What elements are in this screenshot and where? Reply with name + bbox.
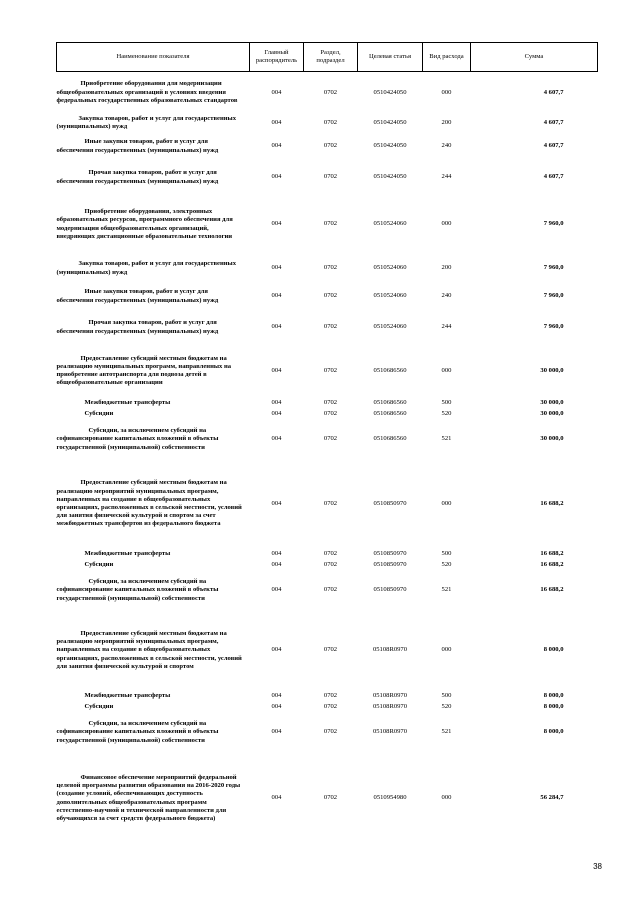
row-amount: 30 000,0 xyxy=(540,398,564,406)
row-target-item: 0510850970 xyxy=(373,499,407,507)
table-row xyxy=(57,420,598,460)
table-row xyxy=(57,713,598,753)
row-name: Предоставление субсидий местным бюджетам на реализацию муниципальных программ, направленных на приобретение автотранспорта для подвоза детей в общеобразовательные организации xyxy=(56,354,232,387)
row-amount: 7 960,0 xyxy=(543,220,564,228)
row-amount: 56 284,7 xyxy=(540,794,564,802)
row-name: Предоставление субсидий местным бюджетам на реализацию мероприятий муниципальных программ, направленных на создание в общеобразовательных организациях, расположенных в сельской местности, условий для занятия физической культурой и спортом xyxy=(56,629,242,670)
row-amount: 16 688,2 xyxy=(540,549,564,557)
row-target-item: 05108R0970 xyxy=(372,702,408,710)
row-section: 0702 xyxy=(323,560,338,568)
table-row xyxy=(57,311,598,345)
header-section: Раздел, подраздел xyxy=(304,43,358,72)
table-row xyxy=(57,161,598,195)
row-expense-type: 000 xyxy=(441,499,452,507)
row-name: Субсидии xyxy=(84,409,114,417)
row-name: Предоставление субсидий местным бюджетам на реализацию мероприятий муниципальных программ, направленных на создание в общеобразовательных организациях, расположенных в сельской местности, условий для занятия физической культурой и спортом за счет межбюджетных трансфертов из федерального бюджета xyxy=(56,479,242,528)
row-section: 0702 xyxy=(323,220,338,228)
row-section: 0702 xyxy=(323,435,338,443)
row-expense-type: 520 xyxy=(441,409,452,417)
row-section: 0702 xyxy=(323,409,338,417)
table-row xyxy=(57,195,598,255)
row-name: Закупка товаров, работ и услуг для государственных (муниципальных) нужд xyxy=(56,260,236,276)
row-amount: 16 688,2 xyxy=(540,560,564,568)
row-expense-type: 240 xyxy=(441,292,452,300)
row-target-item: 05108R0970 xyxy=(372,691,408,699)
row-name: Иные закупки товаров, работ и услуг для обеспечения государственных (муниципальных) нужд xyxy=(56,138,219,154)
row-section: 0702 xyxy=(323,118,338,126)
row-amount: 4 607,7 xyxy=(543,173,564,181)
row-section: 0702 xyxy=(323,586,338,594)
row-target-item: 0510424050 xyxy=(373,142,407,150)
row-expense-type: 000 xyxy=(441,646,452,654)
row-target-item: 0510424050 xyxy=(373,173,407,181)
row-amount: 8 000,0 xyxy=(543,702,564,710)
table-row xyxy=(57,460,598,549)
row-section: 0702 xyxy=(323,646,338,654)
row-main-manager: 004 xyxy=(271,292,282,300)
row-main-manager: 004 xyxy=(271,646,282,654)
page-number: 38 xyxy=(593,862,602,871)
table-row xyxy=(57,255,598,283)
row-amount: 8 000,0 xyxy=(543,728,564,736)
row-expense-type: 240 xyxy=(441,142,452,150)
row-main-manager: 004 xyxy=(271,409,282,417)
row-target-item: 0510524060 xyxy=(373,292,407,300)
row-main-manager: 004 xyxy=(271,435,282,443)
table-row xyxy=(57,398,598,409)
row-expense-type: 000 xyxy=(441,220,452,228)
row-target-item: 0510524060 xyxy=(373,323,407,331)
row-expense-type: 500 xyxy=(441,691,452,699)
row-main-manager: 004 xyxy=(271,366,282,374)
table-row xyxy=(57,283,598,311)
row-name: Иные закупки товаров, работ и услуг для обеспечения государственных (муниципальных) нужд xyxy=(56,288,219,304)
row-amount: 8 000,0 xyxy=(543,646,564,654)
row-expense-type: 000 xyxy=(441,794,452,802)
row-amount: 4 607,7 xyxy=(543,118,564,126)
row-main-manager: 004 xyxy=(271,398,282,406)
row-target-item: 0510524060 xyxy=(373,220,407,228)
row-target-item: 0510850970 xyxy=(373,586,407,594)
row-target-item: 05108R0970 xyxy=(372,646,408,654)
row-target-item: 0510424050 xyxy=(373,118,407,126)
row-name: Приобретение оборудования для модернизации общеобразовательных организаций в условиях введения федеральных государственных образовательных стандартов xyxy=(56,80,238,104)
row-expense-type: 200 xyxy=(441,264,452,272)
row-target-item: 0510954980 xyxy=(373,794,407,802)
table-row xyxy=(57,114,598,133)
row-expense-type: 520 xyxy=(441,702,452,710)
row-expense-type: 521 xyxy=(441,435,452,443)
row-section: 0702 xyxy=(323,691,338,699)
row-name: Субсидии, за исключением субсидий на софинансирование капитальных вложений в объекты государственной (муниципальной) собственности xyxy=(56,427,219,451)
row-amount: 30 000,0 xyxy=(540,409,564,417)
row-name: Субсидии, за исключением субсидий на софинансирование капитальных вложений в объекты государственной (муниципальной) собственности xyxy=(56,720,219,744)
row-main-manager: 004 xyxy=(271,549,282,557)
row-amount: 8 000,0 xyxy=(543,691,564,699)
row-target-item: 0510424050 xyxy=(373,88,407,96)
header-target-item: Целевая статья xyxy=(358,43,423,72)
row-main-manager: 004 xyxy=(271,586,282,594)
row-section: 0702 xyxy=(323,88,338,96)
row-name: Субсидии xyxy=(84,560,114,568)
row-target-item: 0510686560 xyxy=(373,398,407,406)
row-main-manager: 004 xyxy=(271,173,282,181)
table-row xyxy=(57,611,598,691)
row-main-manager: 004 xyxy=(271,323,282,331)
row-target-item: 0510686560 xyxy=(373,409,407,417)
row-section: 0702 xyxy=(323,794,338,802)
row-section: 0702 xyxy=(323,398,338,406)
row-section: 0702 xyxy=(323,549,338,557)
row-main-manager: 004 xyxy=(271,118,282,126)
row-expense-type: 000 xyxy=(441,366,452,374)
row-expense-type: 500 xyxy=(441,549,452,557)
table-body xyxy=(57,72,598,845)
header-expense-type: Вид расхода xyxy=(423,43,471,72)
header-amount: Сумма xyxy=(471,43,598,72)
row-target-item: 0510850970 xyxy=(373,549,407,557)
table-row xyxy=(57,345,598,398)
row-main-manager: 004 xyxy=(271,142,282,150)
row-main-manager: 004 xyxy=(271,794,282,802)
table-row xyxy=(57,753,598,845)
row-amount: 30 000,0 xyxy=(540,435,564,443)
row-name: Межбюджетные трансферты xyxy=(84,691,171,699)
row-name: Закупка товаров, работ и услуг для государственных (муниципальных) нужд xyxy=(56,114,236,130)
row-section: 0702 xyxy=(323,728,338,736)
row-section: 0702 xyxy=(323,264,338,272)
row-name: Прочая закупка товаров, работ и услуг для обеспечения государственных (муниципальных) нужд xyxy=(56,169,219,185)
row-expense-type: 244 xyxy=(441,173,452,181)
row-name: Финансовое обеспечение мероприятий федеральной целевой программы развития образования на 2016-2020 годы (создание условий, обеспечивающих доступность дополнительных общеобразовательных программ естественно-научной и технической направленности для обучающихся за счет средств федерального бюджета) xyxy=(56,773,241,822)
row-amount: 4 607,7 xyxy=(543,142,564,150)
row-expense-type: 500 xyxy=(441,398,452,406)
row-name: Приобретение оборудования, электронных образовательных ресурсов, программного обеспечения для модернизации общеобразовательных организаций, внедряющих дистанционные образовательные технологии xyxy=(56,208,233,240)
row-main-manager: 004 xyxy=(271,728,282,736)
row-main-manager: 004 xyxy=(271,220,282,228)
row-name: Прочая закупка товаров, работ и услуг для обеспечения государственных (муниципальных) нужд xyxy=(56,319,219,335)
row-amount: 7 960,0 xyxy=(543,264,564,272)
row-name: Межбюджетные трансферты xyxy=(84,549,171,557)
row-target-item: 0510524060 xyxy=(373,264,407,272)
row-main-manager: 004 xyxy=(271,264,282,272)
row-amount: 30 000,0 xyxy=(540,366,564,374)
row-amount: 7 960,0 xyxy=(543,323,564,331)
table-row xyxy=(57,691,598,702)
budget-table-container xyxy=(56,42,597,845)
header-main-manager: Главный распорядитель xyxy=(250,43,304,72)
table-row xyxy=(57,560,598,571)
table-row xyxy=(57,702,598,713)
row-expense-type: 200 xyxy=(441,118,452,126)
row-section: 0702 xyxy=(323,702,338,710)
row-main-manager: 004 xyxy=(271,691,282,699)
row-section: 0702 xyxy=(323,142,338,150)
row-expense-type: 244 xyxy=(441,323,452,331)
row-name: Субсидии, за исключением субсидий на софинансирование капитальных вложений в объекты государственной (муниципальной) собственности xyxy=(56,578,219,602)
table-header-row xyxy=(57,43,598,72)
row-target-item: 0510686560 xyxy=(373,435,407,443)
row-main-manager: 004 xyxy=(271,702,282,710)
row-section: 0702 xyxy=(323,499,338,507)
row-name: Межбюджетные трансферты xyxy=(84,398,171,406)
row-section: 0702 xyxy=(323,323,338,331)
budget-table xyxy=(56,42,598,845)
row-expense-type: 000 xyxy=(441,88,452,96)
row-expense-type: 520 xyxy=(441,560,452,568)
row-amount: 4 607,7 xyxy=(543,88,564,96)
row-expense-type: 521 xyxy=(441,586,452,594)
row-section: 0702 xyxy=(323,366,338,374)
row-section: 0702 xyxy=(323,292,338,300)
table-row xyxy=(57,133,598,161)
row-target-item: 05108R0970 xyxy=(372,728,408,736)
row-main-manager: 004 xyxy=(271,88,282,96)
row-amount: 16 688,2 xyxy=(540,499,564,507)
table-row xyxy=(57,549,598,560)
row-target-item: 0510850970 xyxy=(373,560,407,568)
row-name: Субсидии xyxy=(84,702,114,710)
row-expense-type: 521 xyxy=(441,728,452,736)
table-row xyxy=(57,72,598,114)
row-target-item: 0510686560 xyxy=(373,366,407,374)
table-row xyxy=(57,409,598,420)
table-row xyxy=(57,571,598,611)
row-amount: 16 688,2 xyxy=(540,586,564,594)
row-section: 0702 xyxy=(323,173,338,181)
row-main-manager: 004 xyxy=(271,499,282,507)
row-amount: 7 960,0 xyxy=(543,292,564,300)
row-main-manager: 004 xyxy=(271,560,282,568)
header-indicator-name: Наименование показателя xyxy=(57,43,250,72)
